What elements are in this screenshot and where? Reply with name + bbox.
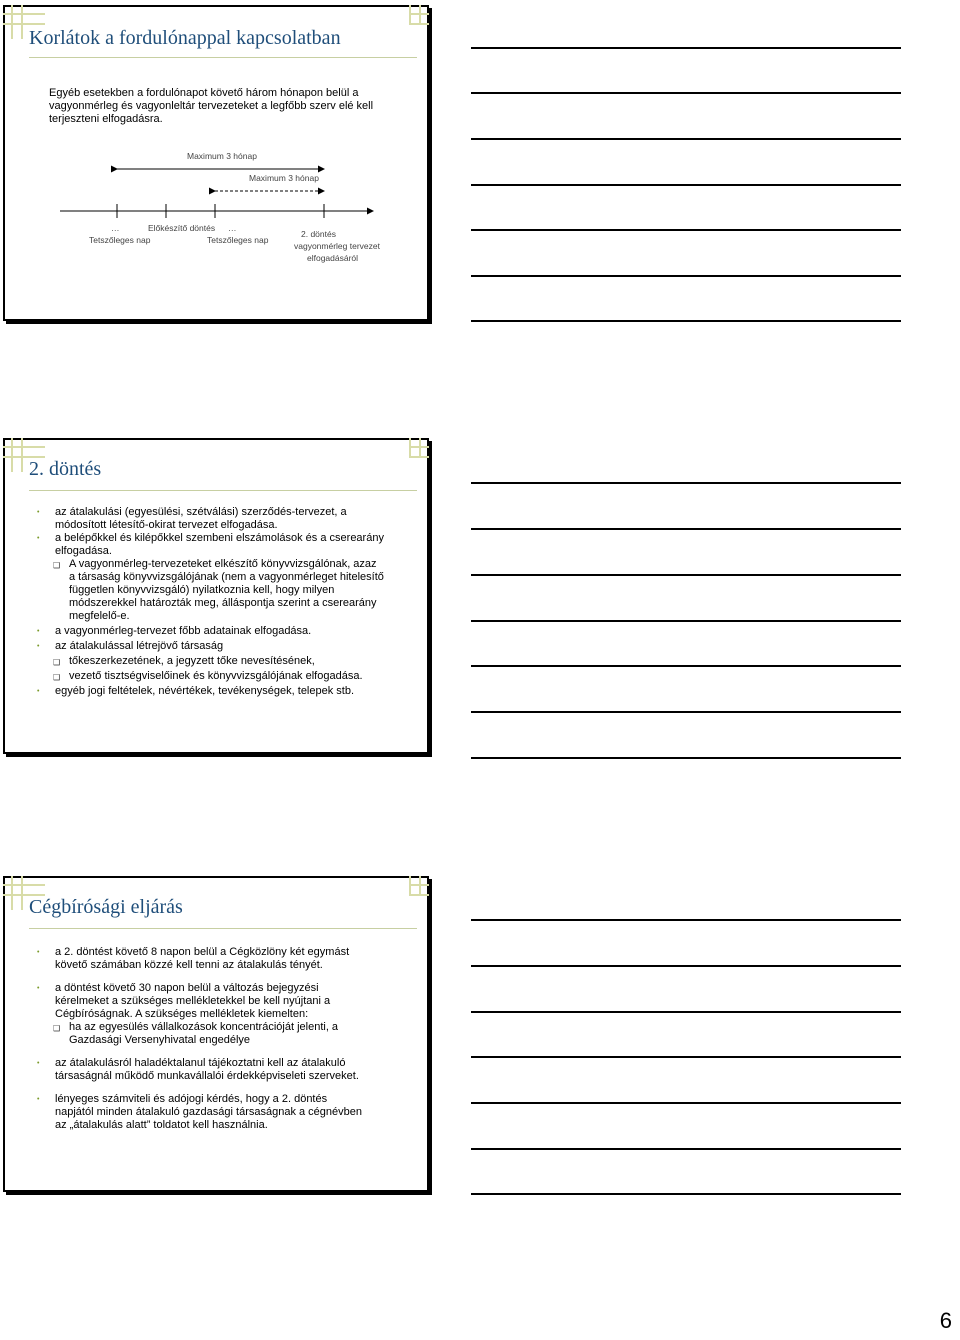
slide-corner-ornament <box>409 446 429 458</box>
note-line <box>471 92 901 94</box>
list-item: • lényeges számviteli és adójogi kérdés, hogy a 2. döntés napjától minden átalakuló gazdasági társaságnak a cégnévben az „átalakulás alatt” toldatot kell használnia. <box>35 1093 365 1132</box>
note-line <box>471 229 901 231</box>
list-item: ❑ tőkeszerkezetének, a jegyzett tőke nevesítésének, <box>35 655 385 668</box>
note-line <box>471 1148 901 1150</box>
note-line <box>471 757 901 759</box>
timeline-max-label-2: Maximum 3 hónap <box>249 173 319 183</box>
note-line <box>471 965 901 967</box>
note-line <box>471 620 901 622</box>
timeline-dots-2: … <box>228 223 237 233</box>
list-item: ❑ vezető tisztségviselőinek és könyvvizsgálójának elfogadása. <box>35 670 385 683</box>
note-line <box>471 138 901 140</box>
slide-1 <box>3 5 429 321</box>
list-item: • a 2. döntést követő 8 napon belül a Cégközlöny két egymást követő számában közzé kell tenni az átalakulás tényét. <box>35 946 365 972</box>
slide-corner-ornament <box>3 446 45 458</box>
list-item: ❑ ha az egyesülés vállalkozások koncentrációját jelenti, a Gazdasági Versenyhivatal engedélye <box>35 1021 365 1047</box>
timeline-max-label-1: Maximum 3 hónap <box>187 151 257 161</box>
timeline-prep-decision: Előkészítő döntés <box>148 223 216 233</box>
list-item: • a belépőkkel és kilépőkkel szembeni elszámolások és a cserearány elfogadása. <box>35 532 385 558</box>
slide-title: Korlátok a fordulónappal kapcsolatban <box>29 27 341 49</box>
note-line <box>471 320 901 322</box>
note-line <box>471 711 901 713</box>
timeline-dots-1: … <box>111 223 120 233</box>
note-line <box>471 1056 901 1058</box>
title-rule <box>29 928 417 929</box>
slide-title: 2. döntés <box>29 458 102 480</box>
title-rule <box>29 490 417 491</box>
slide-title: Cégbírósági eljárás <box>29 896 183 918</box>
list-item: • a döntést követő 30 napon belül a változás bejegyzési kérelmeket a szükséges mellékletekkel be kell nyújtani a Cégbíróságnak. A szükséges mellékletek kiemelten: <box>35 982 365 1021</box>
page-number: 6 <box>939 1308 952 1333</box>
note-line <box>471 528 901 530</box>
note-line <box>471 1102 901 1104</box>
timeline-second-decision-detail: vagyonmérleg tervezet <box>294 241 380 251</box>
list-item: • az átalakulással létrejövő társaság <box>35 640 385 653</box>
note-line <box>471 574 901 576</box>
procedure-list <box>35 946 365 1132</box>
note-line <box>471 919 901 921</box>
slide-corner-ornament <box>409 884 429 896</box>
note-line <box>471 1193 901 1195</box>
list-item: • az átalakulásról haladéktalanul tájékoztatni kell az átalakuló társaságnál működő munkavállalói érdekképviseleti szerveket. <box>35 1057 365 1083</box>
slide-2 <box>3 438 429 754</box>
timeline-second-decision-detail: elfogadásáról <box>307 253 359 263</box>
note-line <box>471 1011 901 1013</box>
timeline-second-decision: 2. döntés <box>301 229 336 239</box>
slide-3 <box>3 876 429 1192</box>
slide-corner-ornament <box>3 884 45 896</box>
slide-body-text: Egyéb esetekben a fordulónapot követő három hónapon belül a vagyonmérleg és vagyonleltár tervezeteket a legfőbb szerv elé kell terjeszteni elfogadásra. <box>49 87 374 125</box>
note-line <box>471 665 901 667</box>
list-item: • a vagyonmérleg-tervezet főbb adatainak elfogadása. <box>35 625 385 638</box>
list-item: ❑ A vagyonmérleg-tervezeteket elkészítő könyvvizsgálónak, azaz a társaság könyvvizsgálójának (nem a vagyonmérleget hitelesítő független könyvvizsgáló) nyilatkoznia kell, hogy milyen módszerekkel határozták meg, álláspontja szerint a cserearány megfelelő-e. <box>35 558 385 623</box>
note-line <box>471 184 901 186</box>
note-line <box>471 482 901 484</box>
note-line <box>471 47 901 49</box>
list-item: • egyéb jogi feltételek, névértékek, tevékenységek, telepek stb. <box>35 685 385 698</box>
timeline-arbitrary-day-2: Tetszőleges nap <box>207 235 269 245</box>
timeline-diagram <box>5 7 431 323</box>
timeline-arbitrary-day-1: Tetszőleges nap <box>89 235 151 245</box>
decision-list <box>35 506 385 698</box>
list-item: • az átalakulási (egyesülési, szétválási) szerződés-tervezet, a módosított létesítő-okirat tervezet elfogadása. <box>35 506 385 532</box>
note-line <box>471 275 901 277</box>
